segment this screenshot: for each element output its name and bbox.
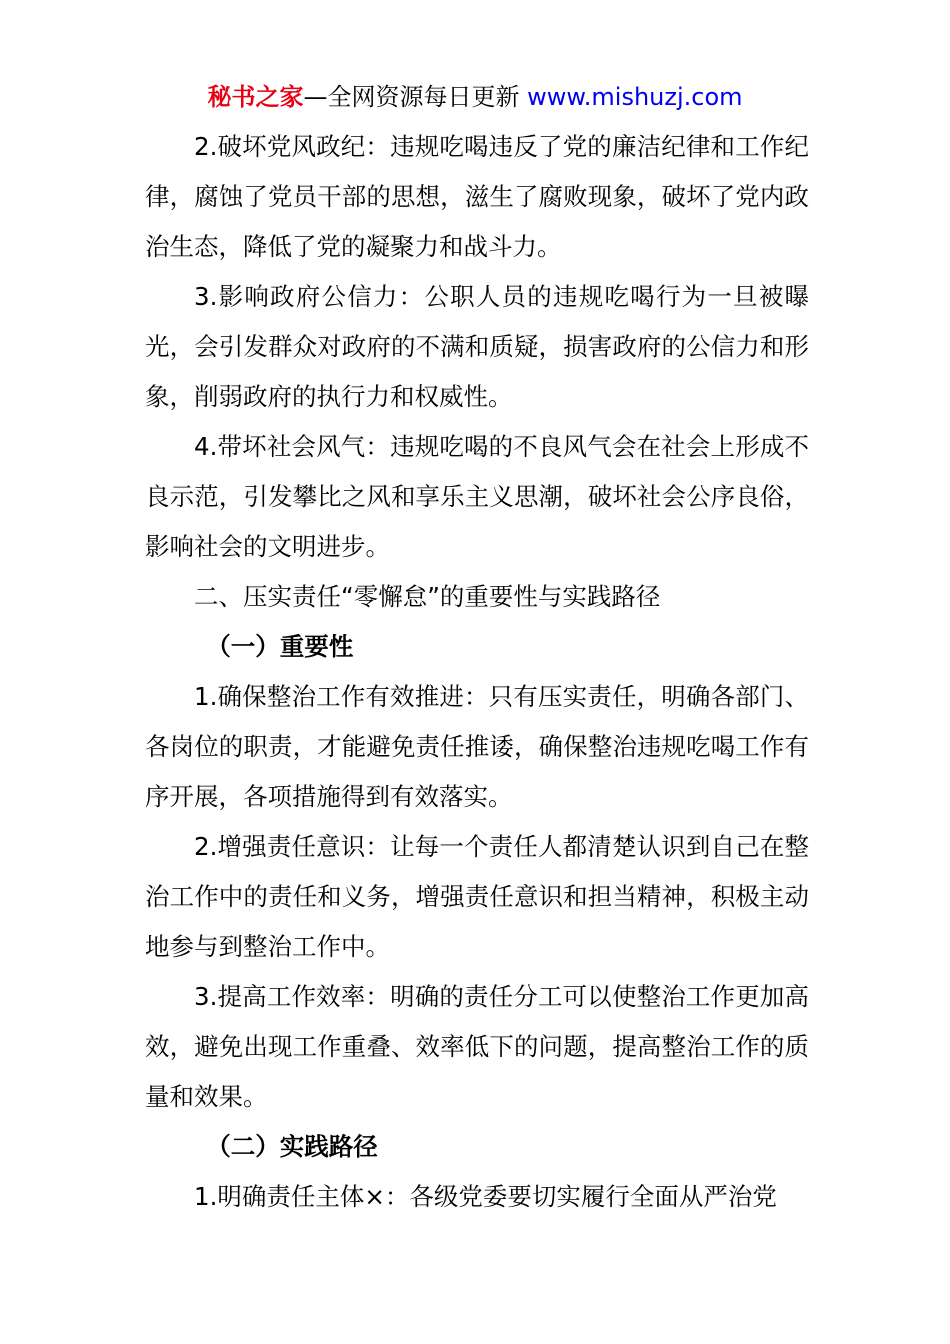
paragraph-importance-1: 1.确保整治工作有效推进：只有压实责任，明确各部门、各岗位的职责，才能避免责任推诿，确保整治违规吃喝工作有序开展，各项措施得到有效落实。	[145, 682, 809, 811]
subsection-heading-practice-path: （二）实践路径	[206, 1132, 378, 1161]
paragraph-practice-1: 1.明确责任主体×：各级党委要切实履行全面从严治党	[194, 1182, 777, 1211]
subsection-heading-importance: （一）重要性	[206, 632, 354, 661]
paragraph-point-4-social-atmosphere: 4.带坏社会风气：违规吃喝的不良风气会在社会上形成不良示范，引发攀比之风和享乐主义思潮，破坏社会公序良俗，影响社会的文明进步。	[145, 432, 809, 561]
paragraph-point-2-party-discipline: 2.破坏党风政纪：违规吃喝违反了党的廉洁纪律和工作纪律，腐蚀了党员干部的思想，滋生了腐败现象，破坏了党内政治生态，降低了党的凝聚力和战斗力。	[145, 132, 809, 261]
site-brand: 秘书之家	[207, 83, 304, 111]
paragraph-importance-2: 2.增强责任意识：让每一个责任人都清楚认识到自己在整治工作中的责任和义务，增强责任意识和担当精神，积极主动地参与到整治工作中。	[145, 832, 809, 961]
document-body	[145, 122, 809, 1222]
paragraph-point-3-government-credibility: 3.影响政府公信力：公职人员的违规吃喝行为一旦被曝光，会引发群众对政府的不满和质疑，损害政府的公信力和形象，削弱政府的执行力和权威性。	[145, 282, 809, 411]
paragraph-importance-3: 3.提高工作效率：明确的责任分工可以使整治工作更加高效，避免出现工作重叠、效率低下的问题，提高整治工作的质量和效果。	[145, 982, 809, 1111]
site-url-link[interactable]: www.mishuzj.com	[527, 83, 743, 111]
site-slogan: —全网资源每日更新	[303, 83, 520, 111]
section-heading-responsibility: 二、压实责任“零懈怠”的重要性与实践路径	[194, 582, 661, 611]
site-header	[0, 80, 950, 114]
